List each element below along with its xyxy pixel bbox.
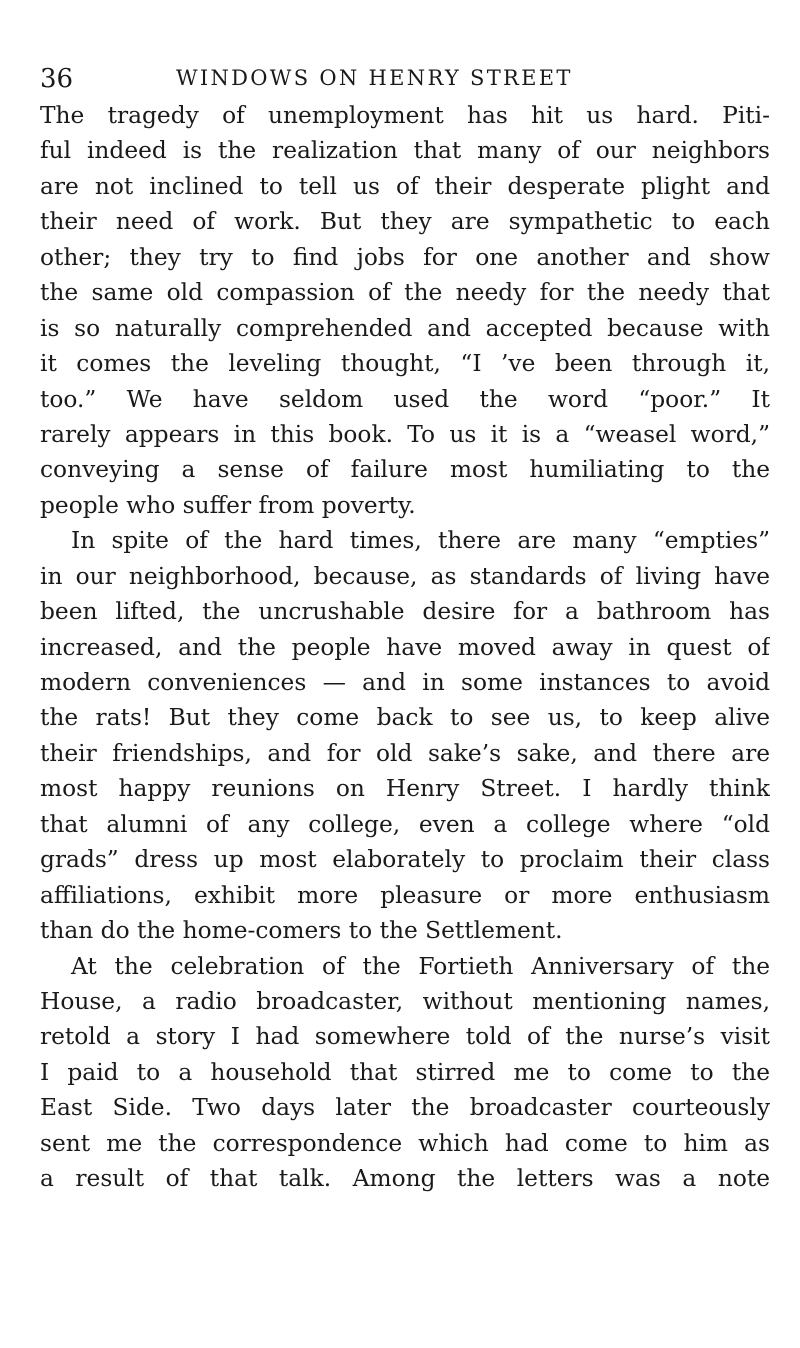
text-line: rarely appears in this book. To us it is a “weasel word,”	[40, 420, 770, 448]
text-line: are not inclined to tell us of their desperate plight and	[40, 172, 770, 200]
text-line: their friendships, and for old sake’s sake, and there are	[40, 739, 770, 767]
text-line: people who suffer from poverty.	[40, 491, 416, 519]
text-line: modern conveniences — and in some instances to avoid	[40, 669, 770, 696]
text-line: a result of that talk. Among the letters was a note	[40, 1165, 770, 1193]
text-line: ful indeed is the realization that many of our neighbors	[40, 137, 770, 165]
text-line: grads” dress up most elaborately to proclaim their class	[40, 846, 770, 874]
text-line: other; they try to find jobs for one another and show	[40, 243, 770, 271]
text-line: that alumni of any college, even a college where “old	[40, 810, 770, 838]
text-line: sent me the correspondence which had come to him as	[40, 1129, 770, 1157]
text-line: most happy reunions on Henry Street. I hardly think	[40, 775, 770, 803]
text-line: At the celebration of the Fortieth Anniversary of the	[71, 952, 770, 980]
text-line: affiliations, exhibit more pleasure or more enthusiasm	[40, 881, 770, 909]
text-line: In spite of the hard times, there are many “empties”	[71, 527, 770, 555]
page-header	[40, 60, 600, 100]
text-line: House, a radio broadcaster, without mentioning names,	[40, 987, 770, 1015]
text-line: I paid to a household that stirred me to come to the	[40, 1058, 770, 1086]
text-line: it comes the leveling thought, “I ’ve been through it,	[40, 350, 770, 378]
running-title: WINDOWS ON HENRY STREET	[176, 66, 573, 90]
text-line: their need of work. But they are sympathetic to each	[40, 208, 770, 236]
text-line: in our neighborhood, because, as standards of living have	[40, 562, 770, 590]
text-line: been lifted, the uncrushable desire for a bathroom has	[40, 598, 770, 626]
text-line: The tragedy of unemployment has hit us hard. Piti-	[40, 102, 770, 129]
text-line: East Side. Two days later the broadcaster courteously	[40, 1094, 770, 1122]
text-line: increased, and the people have moved away in quest of	[40, 633, 770, 661]
text-line: the same old compassion of the needy for the needy that	[40, 279, 770, 307]
body-text	[40, 98, 770, 1197]
text-line: conveying a sense of failure most humiliating to the	[40, 456, 770, 484]
text-line: retold a story I had somewhere told of the nurse’s visit	[40, 1023, 770, 1051]
text-line: too.” We have seldom used the word “poor.” It	[40, 385, 770, 413]
text-line: the rats! But they come back to see us, to keep alive	[40, 704, 770, 732]
page-number: 36	[40, 64, 74, 94]
text-line: is so naturally comprehended and accepted because with	[40, 314, 770, 342]
text-line: than do the home-comers to the Settlement.	[40, 917, 563, 945]
